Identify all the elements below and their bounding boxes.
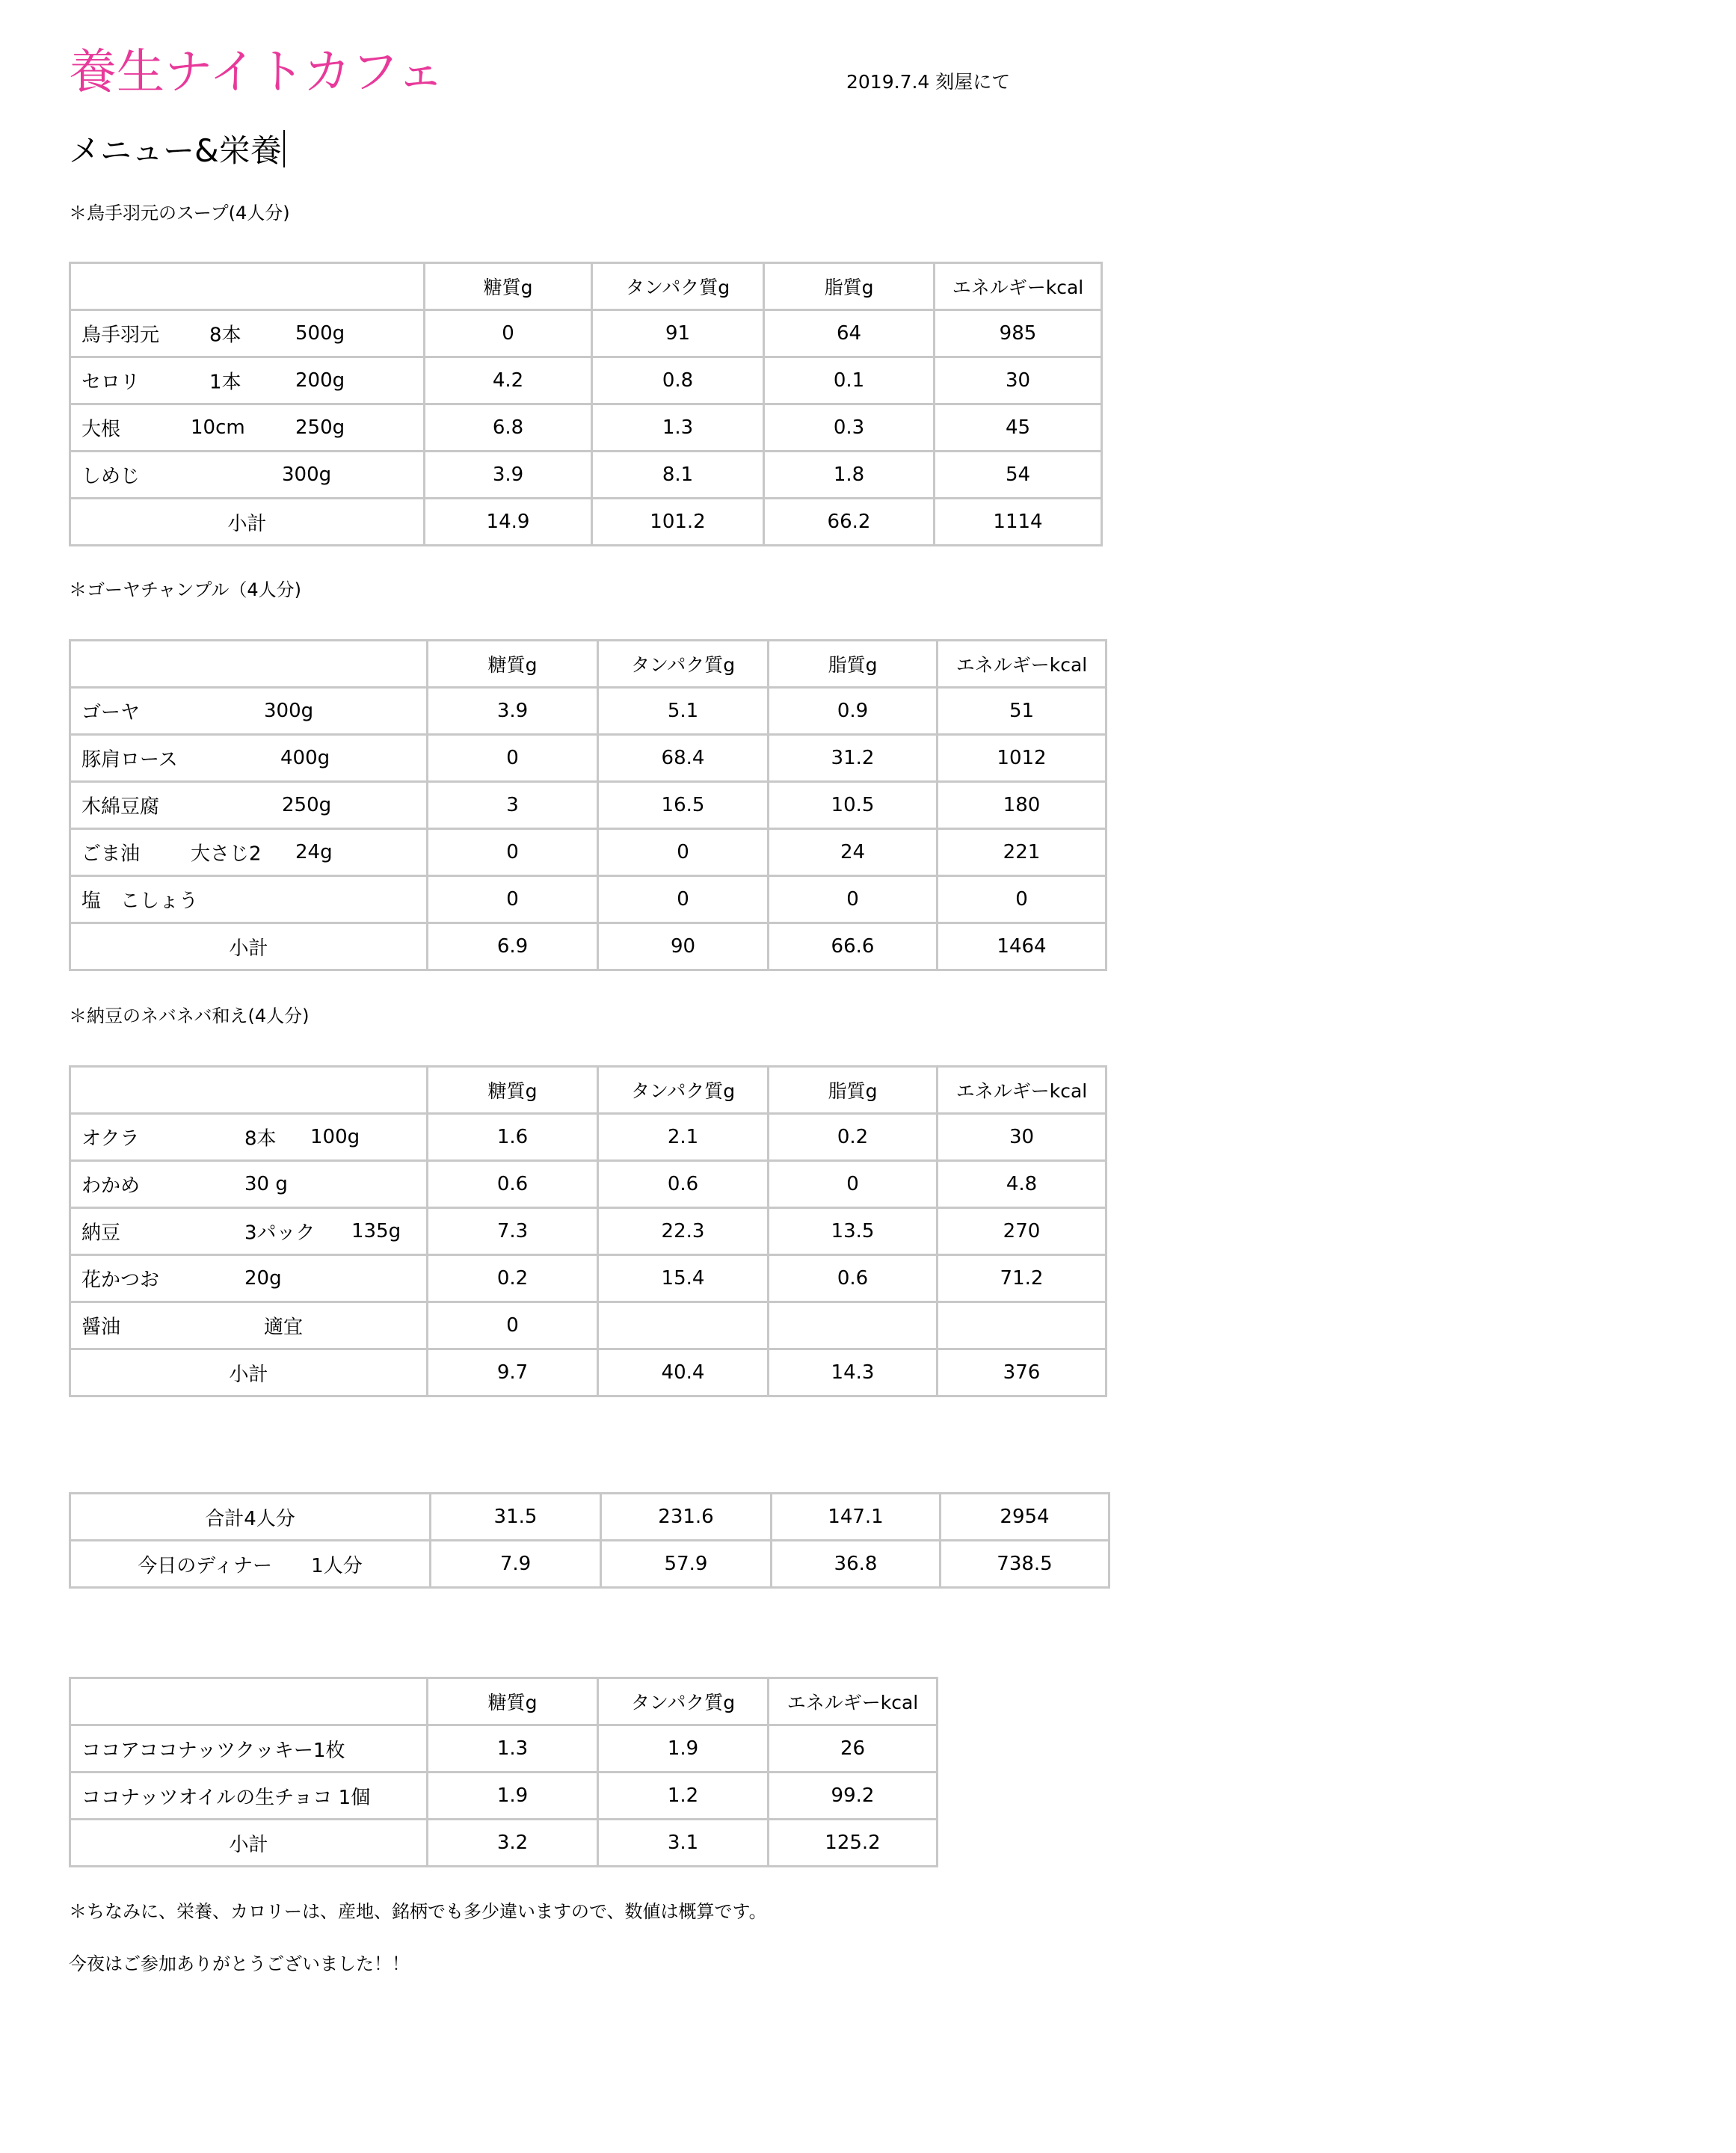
subtotal-protein: 101.2 <box>592 499 764 546</box>
column-header: タンパク質g <box>598 1678 769 1725</box>
protein-cell: 8.1 <box>592 452 764 499</box>
kcal-cell: 4.8 <box>938 1161 1106 1208</box>
protein-cell: 2.1 <box>598 1114 769 1161</box>
ingredient-quantity: 1本 <box>209 371 241 394</box>
carb-cell: 3 <box>428 782 598 829</box>
fat-cell: 0.9 <box>769 688 938 735</box>
ingredient-cell <box>70 829 428 876</box>
carb-cell: 0 <box>428 735 598 782</box>
protein-cell: 1.3 <box>592 404 764 452</box>
protein-cell: 0.8 <box>592 357 764 404</box>
ingredient-cell <box>70 357 425 404</box>
carb-cell: 3.9 <box>428 688 598 735</box>
subtotal-carb: 3.2 <box>428 1820 598 1867</box>
protein-cell: 15.4 <box>598 1255 769 1302</box>
page-title: 養生ナイトカフェ <box>69 45 445 100</box>
ingredient-name: 鳥手羽元 <box>81 324 160 347</box>
ingredient-cell <box>70 404 425 452</box>
fat-cell <box>769 1302 938 1349</box>
ingredient-weight: 250g <box>282 794 332 816</box>
carb-cell: 31.5 <box>431 1494 601 1541</box>
soup-heading: ＊鳥手羽元のスープ(4人分) <box>69 203 290 224</box>
protein-cell: 91 <box>592 310 764 357</box>
subtotal-kcal: 125.2 <box>769 1820 938 1867</box>
ingredient-weight: 250g <box>295 416 345 439</box>
header-blank-cell <box>70 263 425 310</box>
ingredient-name: 納豆 <box>81 1222 121 1245</box>
fat-cell: 13.5 <box>769 1208 938 1255</box>
kcal-cell: 1012 <box>938 735 1106 782</box>
header-row <box>70 641 1106 688</box>
subtotal-carb: 9.7 <box>428 1349 598 1396</box>
ingredient-name: しめじ <box>81 465 141 488</box>
kcal-cell <box>938 1302 1106 1349</box>
subtotal-row <box>70 923 1106 970</box>
ingredient-quantity: 8本 <box>244 1127 277 1151</box>
ingredient-cell <box>70 310 425 357</box>
table-row <box>70 310 1102 357</box>
carb-cell: 6.8 <box>425 404 592 452</box>
ingredient-weight: 200g <box>295 369 345 392</box>
column-header: エネルギーkcal <box>938 1067 1106 1114</box>
ingredient-cell <box>70 876 428 923</box>
subtotal-kcal: 376 <box>938 1349 1106 1396</box>
header-blank-cell <box>70 641 428 688</box>
subtotal-fat: 66.6 <box>769 923 938 970</box>
totals-row <box>70 1541 1109 1588</box>
subtotal-kcal: 1114 <box>935 499 1102 546</box>
ingredient-weight: 400g <box>280 747 330 769</box>
ingredient-quantity: 大さじ2 <box>191 843 262 866</box>
fat-cell: 0.1 <box>764 357 935 404</box>
carb-cell: 7.3 <box>428 1208 598 1255</box>
thanks-message: 今夜はご参加ありがとうございました！！ <box>69 1953 410 1974</box>
protein-cell: 1.2 <box>598 1772 769 1820</box>
column-header: エネルギーkcal <box>938 641 1106 688</box>
ingredient-quantity: 適宜 <box>264 1316 304 1339</box>
ingredient-cell <box>70 735 428 782</box>
carb-cell: 0.6 <box>428 1161 598 1208</box>
ingredient-name: 大根 <box>81 418 121 441</box>
ingredient-weight: 300g <box>282 463 332 486</box>
table-row <box>70 735 1106 782</box>
column-header: 糖質g <box>428 1067 598 1114</box>
column-header: 糖質g <box>428 1678 598 1725</box>
fat-cell: 0 <box>769 876 938 923</box>
ingredient-quantity: 20g <box>244 1267 282 1290</box>
totals-table <box>69 1492 1110 1589</box>
subtotal-carb: 14.9 <box>425 499 592 546</box>
natto-heading: ＊納豆のネバネバ和え(4人分) <box>69 1005 310 1026</box>
totals-row <box>70 1494 1109 1541</box>
menu-subtitle-text: メニュー&栄養 <box>69 132 282 169</box>
ingredient-weight: 135g <box>351 1220 401 1242</box>
subtotal-label: 小計 <box>70 1349 428 1396</box>
fat-cell: 0.3 <box>764 404 935 452</box>
goya-table <box>69 639 1107 971</box>
fat-cell: 36.8 <box>772 1541 941 1588</box>
column-header: 脂質g <box>769 641 938 688</box>
totals-label: 合計4人分 <box>70 1494 431 1541</box>
ingredient-cell <box>70 1114 428 1161</box>
kcal-cell: 221 <box>938 829 1106 876</box>
kcal-cell: 54 <box>935 452 1102 499</box>
subtotal-carb: 6.9 <box>428 923 598 970</box>
subtotal-fat: 66.2 <box>764 499 935 546</box>
table-row <box>70 1772 938 1820</box>
carb-cell: 7.9 <box>431 1541 601 1588</box>
column-header: 脂質g <box>769 1067 938 1114</box>
text-cursor <box>283 130 285 167</box>
ingredient-name: 塩 こしょう <box>81 890 199 913</box>
totals-label: 今日のディナー 1人分 <box>70 1541 431 1588</box>
protein-cell: 0 <box>598 829 769 876</box>
table-row <box>70 1725 938 1772</box>
ingredient-name: 醤油 <box>81 1316 121 1339</box>
item-name-cell: ココアココナッツクッキー1枚 <box>70 1725 428 1772</box>
ingredient-name: セロリ <box>81 371 141 394</box>
header-blank-cell <box>70 1678 428 1725</box>
table-row <box>70 782 1106 829</box>
carb-cell: 1.3 <box>428 1725 598 1772</box>
ingredient-name: 花かつお <box>81 1269 160 1292</box>
subtotal-label: 小計 <box>70 1820 428 1867</box>
kcal-cell: 71.2 <box>938 1255 1106 1302</box>
fat-cell: 0.2 <box>769 1114 938 1161</box>
event-date: 2019.7.4 刻屋にて <box>846 71 1011 93</box>
ingredient-cell <box>70 1161 428 1208</box>
subtotal-row <box>70 499 1102 546</box>
protein-cell: 16.5 <box>598 782 769 829</box>
ingredient-quantity: 3パック <box>244 1222 316 1245</box>
protein-cell: 57.9 <box>601 1541 772 1588</box>
natto-table <box>69 1065 1107 1397</box>
menu-subtitle <box>69 129 285 173</box>
ingredient-quantity: 30 g <box>244 1173 288 1195</box>
subtotal-row <box>70 1820 938 1867</box>
ingredient-quantity: 10cm <box>191 416 245 439</box>
subtotal-protein: 3.1 <box>598 1820 769 1867</box>
column-header: 糖質g <box>428 641 598 688</box>
ingredient-name: ゴーヤ <box>81 701 141 724</box>
column-header: エネルギーkcal <box>769 1678 938 1725</box>
protein-cell <box>598 1302 769 1349</box>
fat-cell: 0.6 <box>769 1255 938 1302</box>
ingredient-cell <box>70 452 425 499</box>
ingredient-name: わかめ <box>81 1174 141 1198</box>
ingredient-cell <box>70 1208 428 1255</box>
kcal-cell: 51 <box>938 688 1106 735</box>
table-row <box>70 1114 1106 1161</box>
ingredient-cell <box>70 1255 428 1302</box>
subtotal-row <box>70 1349 1106 1396</box>
column-header: タンパク質g <box>598 1067 769 1114</box>
ingredient-cell <box>70 782 428 829</box>
table-row <box>70 1255 1106 1302</box>
item-name-cell: ココナッツオイルの生チョコ 1個 <box>70 1772 428 1820</box>
protein-cell: 5.1 <box>598 688 769 735</box>
subtotal-kcal: 1464 <box>938 923 1106 970</box>
fat-cell: 10.5 <box>769 782 938 829</box>
subtotal-fat: 14.3 <box>769 1349 938 1396</box>
table-row <box>70 1302 1106 1349</box>
carb-cell: 0 <box>425 310 592 357</box>
table-row <box>70 1161 1106 1208</box>
kcal-cell: 45 <box>935 404 1102 452</box>
carb-cell: 3.9 <box>425 452 592 499</box>
carb-cell: 1.6 <box>428 1114 598 1161</box>
kcal-cell: 26 <box>769 1725 938 1772</box>
table-row <box>70 452 1102 499</box>
ingredient-weight: 100g <box>310 1126 360 1148</box>
protein-cell: 0 <box>598 876 769 923</box>
table-row <box>70 404 1102 452</box>
table-row <box>70 829 1106 876</box>
ingredient-weight: 500g <box>295 322 345 345</box>
ingredient-quantity: 8本 <box>209 324 241 347</box>
column-header: タンパク質g <box>598 641 769 688</box>
table-row <box>70 876 1106 923</box>
fat-cell: 64 <box>764 310 935 357</box>
column-header: エネルギーkcal <box>935 263 1102 310</box>
protein-cell: 1.9 <box>598 1725 769 1772</box>
protein-cell: 22.3 <box>598 1208 769 1255</box>
carb-cell: 0 <box>428 1302 598 1349</box>
table-row <box>70 357 1102 404</box>
kcal-cell: 2954 <box>941 1494 1109 1541</box>
carb-cell: 0 <box>428 829 598 876</box>
kcal-cell: 30 <box>935 357 1102 404</box>
protein-cell: 68.4 <box>598 735 769 782</box>
header-row <box>70 1067 1106 1114</box>
protein-cell: 0.6 <box>598 1161 769 1208</box>
subtotal-protein: 40.4 <box>598 1349 769 1396</box>
carb-cell: 4.2 <box>425 357 592 404</box>
ingredient-name: 豚肩ロース <box>81 748 178 771</box>
fat-cell: 24 <box>769 829 938 876</box>
fat-cell: 31.2 <box>769 735 938 782</box>
table-row <box>70 688 1106 735</box>
kcal-cell: 30 <box>938 1114 1106 1161</box>
carb-cell: 0 <box>428 876 598 923</box>
dessert-table <box>69 1677 938 1867</box>
fat-cell: 0 <box>769 1161 938 1208</box>
carb-cell: 1.9 <box>428 1772 598 1820</box>
subtotal-label: 小計 <box>70 923 428 970</box>
ingredient-name: オクラ <box>81 1127 140 1151</box>
ingredient-name: 木綿豆腐 <box>81 795 160 819</box>
header-row <box>70 263 1102 310</box>
kcal-cell: 0 <box>938 876 1106 923</box>
kcal-cell: 738.5 <box>941 1541 1109 1588</box>
kcal-cell: 270 <box>938 1208 1106 1255</box>
goya-heading: ＊ゴーヤチャンプル（4人分) <box>69 579 301 600</box>
header-blank-cell <box>70 1067 428 1114</box>
fat-cell: 147.1 <box>772 1494 941 1541</box>
header-row <box>70 1678 938 1725</box>
subtotal-protein: 90 <box>598 923 769 970</box>
carb-cell: 0.2 <box>428 1255 598 1302</box>
footnote: ＊ちなみに、栄養、カロリーは、産地、銘柄でも多少違いますので、数値は概算です。 <box>69 1901 767 1922</box>
column-header: タンパク質g <box>592 263 764 310</box>
ingredient-cell <box>70 688 428 735</box>
ingredient-name: ごま油 <box>81 843 141 866</box>
column-header: 脂質g <box>764 263 935 310</box>
ingredient-weight: 300g <box>264 700 314 722</box>
fat-cell: 1.8 <box>764 452 935 499</box>
subtotal-label: 小計 <box>70 499 425 546</box>
kcal-cell: 180 <box>938 782 1106 829</box>
ingredient-weight: 24g <box>295 841 333 863</box>
column-header: 糖質g <box>425 263 592 310</box>
ingredient-cell <box>70 1302 428 1349</box>
table-row <box>70 1208 1106 1255</box>
kcal-cell: 99.2 <box>769 1772 938 1820</box>
protein-cell: 231.6 <box>601 1494 772 1541</box>
kcal-cell: 985 <box>935 310 1102 357</box>
soup-table <box>69 262 1103 546</box>
